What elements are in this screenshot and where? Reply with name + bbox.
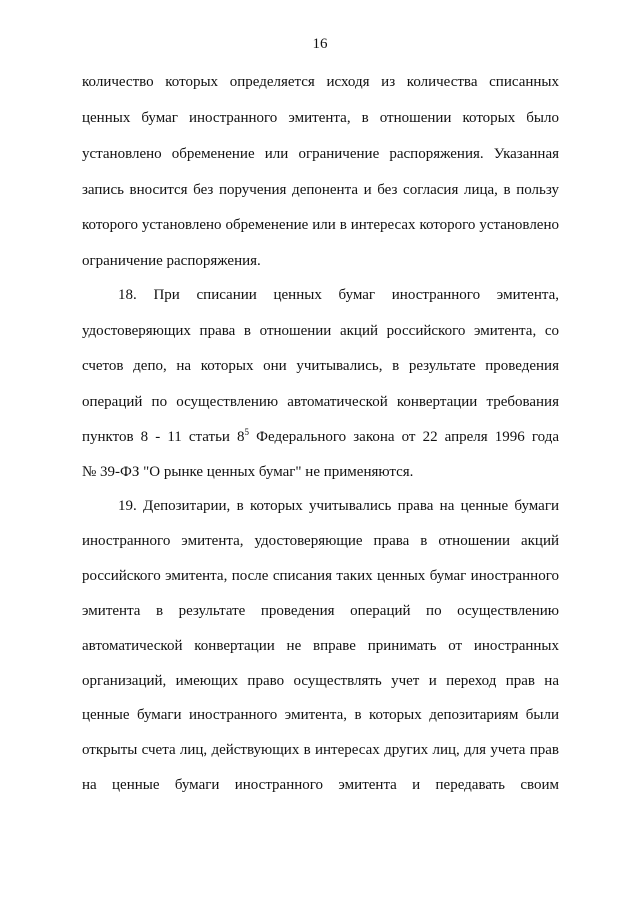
text-line: [82, 428, 559, 446]
text-line: удостоверяющих права в отношении акций российского эмитента, со: [82, 323, 559, 339]
text-line: 19. Депозитарии, в которых учитывались права на ценные бумаги: [118, 498, 559, 514]
text-line: автоматической конвертации не вправе принимать от иностранных: [82, 638, 559, 654]
text-line: количество которых определяется исходя из количества списанных: [82, 74, 559, 90]
text-line: иностранного эмитента, удостоверяющие права в отношении акций: [82, 533, 559, 549]
text-line: установлено обременение или ограничение распоряжения. Указанная: [82, 146, 559, 162]
text-line: счетов депо, на которых они учитывались, в результате проведения: [82, 358, 559, 374]
text-line: ограничение распоряжения.: [82, 253, 261, 269]
text-line: № 39-ФЗ "О рынке ценных бумаг" не применяются.: [82, 464, 414, 480]
text-line: открыты счета лиц, действующих в интересах других лиц, для учета прав: [82, 742, 559, 758]
superscript: 5: [244, 427, 250, 437]
text-line: 18. При списании ценных бумаг иностранного эмитента,: [118, 287, 559, 303]
text-segment: пунктов 8 - 11 статьи 8: [82, 429, 245, 445]
text-line: российского эмитента, после списания таких ценных бумаг иностранного: [82, 568, 559, 584]
text-line: на ценные бумаги иностранного эмитента и передавать своим: [82, 777, 559, 793]
text-line: которого установлено обременение или в интересах которого установлено: [82, 217, 559, 233]
text-line: организаций, имеющих право осуществлять учет и переход прав на: [82, 673, 559, 689]
text-line: эмитента в результате проведения операций по осуществлению: [82, 603, 559, 619]
text-line: операций по осуществлению автоматической конвертации требования: [82, 394, 559, 410]
text-line: запись вносится без поручения депонента и без согласия лица, в пользу: [82, 182, 559, 198]
text-line: ценных бумаг иностранного эмитента, в отношении которых было: [82, 110, 559, 126]
text-segment: Федерального закона от 22 апреля 1996 года: [249, 429, 559, 445]
page-number: 16: [312, 36, 328, 52]
text-line: ценные бумаги иностранного эмитента, в которых депозитариям были: [82, 707, 559, 723]
